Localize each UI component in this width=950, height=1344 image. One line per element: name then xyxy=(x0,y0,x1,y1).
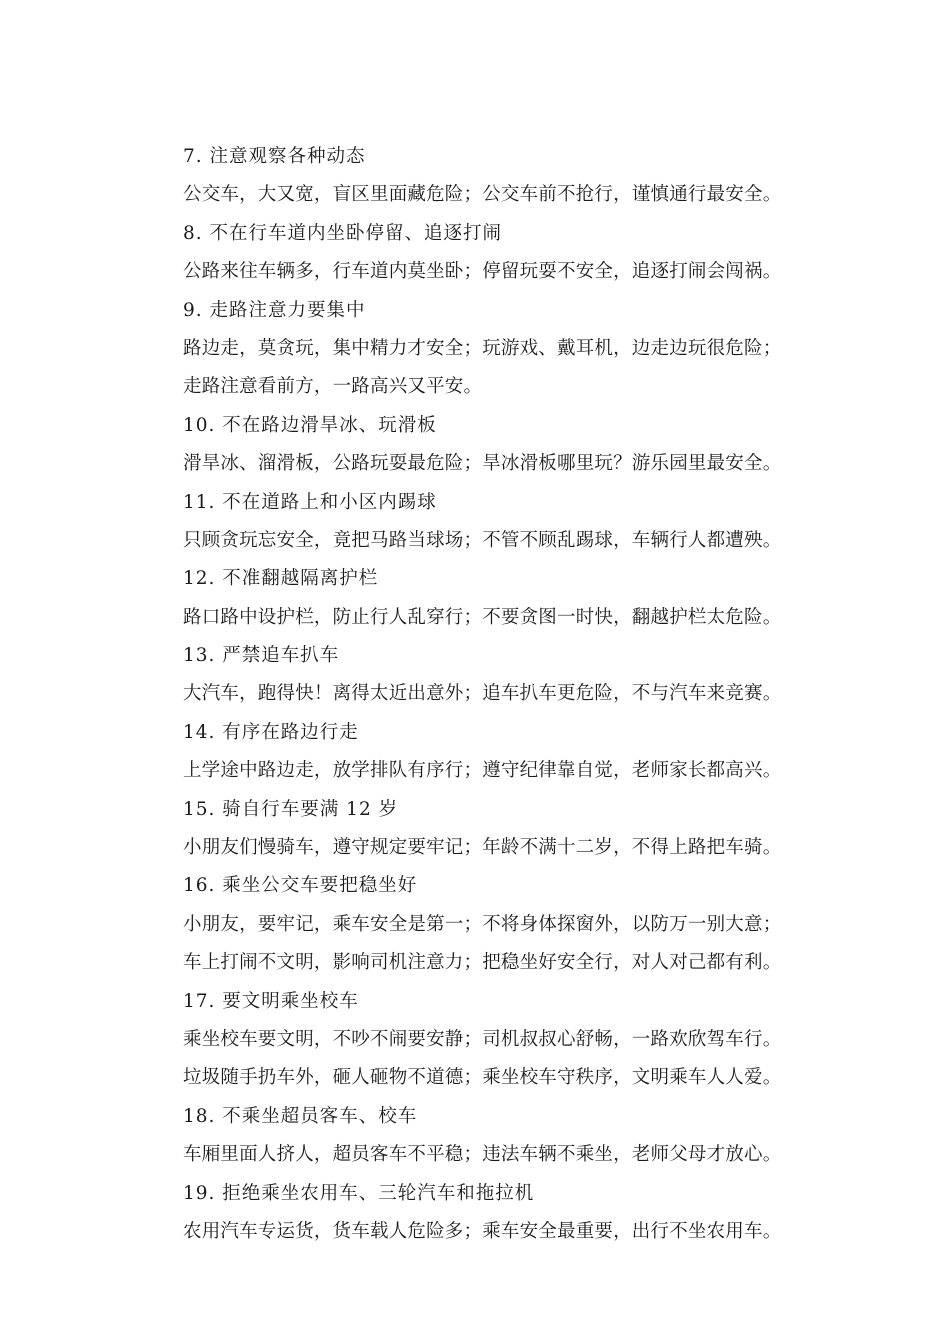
section-heading-10: 10. 不在路边滑旱冰、玩滑板 xyxy=(183,414,437,436)
section-heading-9: 9. 走路注意力要集中 xyxy=(183,299,366,321)
section-text-19: 农用汽车专运货，货车载人危险多；乘车安全最重要，出行不坐农用车。 xyxy=(183,1220,782,1242)
section-heading-8: 8. 不在行车道内坐卧停留、追逐打闹 xyxy=(183,222,503,244)
section-heading-16: 16. 乘坐公交车要把稳坐好 xyxy=(183,875,418,897)
section-text-17-line-2: 垃圾随手扔车外，砸人砸物不道德；乘坐校车守秩序，文明乘车人人爱。 xyxy=(183,1067,782,1089)
section-text-7: 公交车，大又宽，盲区里面藏危险；公交车前不抢行，谨慎通行最安全。 xyxy=(183,184,782,206)
section-heading-13: 13. 严禁追车扒车 xyxy=(183,645,340,667)
section-heading-15: 15. 骑自行车要满 12 岁 xyxy=(183,798,399,820)
section-heading-12: 12. 不准翻越隔离护栏 xyxy=(183,568,379,590)
section-heading-17: 17. 要文明乘坐校车 xyxy=(183,990,359,1012)
section-text-16-line-1: 小朋友，要牢记，乘车安全是第一；不将身体探窗外，以防万一别大意； xyxy=(183,913,782,935)
section-text-8: 公路来往车辆多，行车道内莫坐卧；停留玩耍不安全，追逐打闹会闯祸。 xyxy=(183,261,782,283)
section-text-18: 车厢里面人挤人，超员客车不平稳；违法车辆不乘坐，老师父母才放心。 xyxy=(183,1144,782,1166)
document-content xyxy=(183,138,823,1251)
section-text-9-line-2: 走路注意看前方，一路高兴又平安。 xyxy=(183,376,483,398)
section-text-11: 只顾贪玩忘安全，竟把马路当球场；不管不顾乱踢球，车辆行人都遭殃。 xyxy=(183,529,782,551)
section-text-16-line-2: 车上打闹不文明，影响司机注意力；把稳坐好安全行，对人对己都有利。 xyxy=(183,952,782,974)
section-text-15: 小朋友们慢骑车，遵守规定要牢记；年龄不满十二岁，不得上路把车骑。 xyxy=(183,837,782,859)
section-heading-11: 11. 不在道路上和小区内踢球 xyxy=(183,491,437,513)
section-text-17-line-1: 乘坐校车要文明，不吵不闹要安静；司机叔叔心舒畅，一路欢欣驾车行。 xyxy=(183,1028,782,1050)
section-text-13: 大汽车，跑得快！离得太近出意外；追车扒车更危险，不与汽车来竞赛。 xyxy=(183,683,782,705)
section-heading-7: 7. 注意观察各种动态 xyxy=(183,146,366,167)
section-heading-14: 14. 有序在路边行走 xyxy=(183,721,359,743)
section-text-12: 路口路中设护栏，防止行人乱穿行；不要贪图一时快，翻越护栏太危险。 xyxy=(183,606,782,628)
section-text-14: 上学途中路边走，放学排队有序行；遵守纪律靠自觉，老师家长都高兴。 xyxy=(183,760,782,782)
section-text-9-line-1: 路边走，莫贪玩，集中精力才安全；玩游戏、戴耳机，边走边玩很危险； xyxy=(183,337,782,359)
section-text-10: 滑旱冰、溜滑板，公路玩耍最危险；旱冰滑板哪里玩？游乐园里最安全。 xyxy=(183,453,782,475)
section-heading-19: 19. 拒绝乘坐农用车、三轮汽车和拖拉机 xyxy=(183,1182,535,1204)
section-heading-18: 18. 不乘坐超员客车、校车 xyxy=(183,1105,418,1127)
